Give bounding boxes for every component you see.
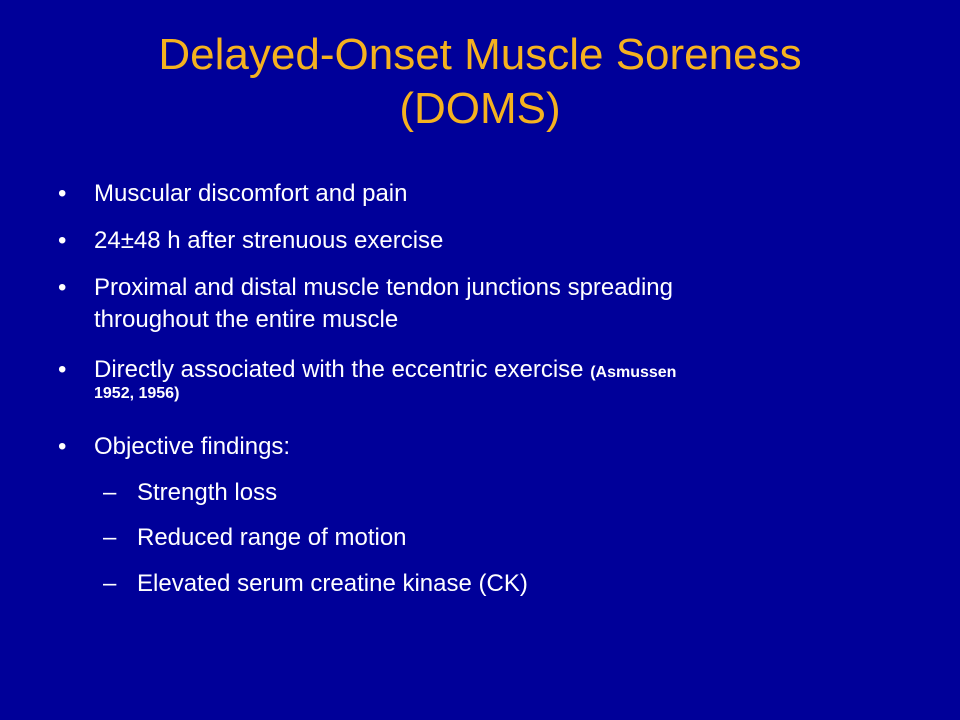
sub-bullet-marker: – (103, 479, 117, 506)
bullet-text (94, 354, 898, 406)
bullet-text-line-2: throughout the entire muscle (94, 306, 399, 333)
bullet-item (58, 225, 898, 257)
sub-bullet-text: Strength loss (137, 479, 278, 506)
sub-bullet-item (103, 522, 863, 554)
bullet-main-text: Directly associated with the eccentric exercise (94, 356, 584, 383)
bullet-item (58, 354, 898, 406)
title-line-1: Delayed-Onset Muscle Soreness (158, 30, 802, 79)
bullet-marker: • (58, 180, 67, 207)
bullet-item (58, 431, 898, 463)
bullet-text: Muscular discomfort and pain (94, 180, 408, 207)
bullet-text: Objective findings: (94, 433, 291, 460)
citation: (Asmussen (590, 364, 677, 381)
bullet-marker: • (58, 274, 67, 301)
bullet-marker: • (58, 433, 67, 460)
sub-bullet-marker: – (103, 524, 117, 551)
bullet-item (58, 272, 898, 336)
sub-bullet-text: Elevated serum creatine kinase (CK) (137, 570, 528, 597)
sub-bullet-item (103, 568, 863, 600)
citation-line-2: 1952, 1956) (94, 385, 180, 402)
sub-bullet-marker: – (103, 570, 117, 597)
bullet-text-line-1: Proximal and distal muscle tendon junctions spreading (94, 274, 673, 301)
bullet-marker: • (58, 356, 67, 383)
sub-bullet-text: Reduced range of motion (137, 524, 407, 551)
bullet-marker: • (58, 227, 67, 254)
title-line-2: (DOMS) (399, 84, 561, 133)
bullet-text (94, 272, 898, 336)
bullet-text: 24±48 h after strenuous exercise (94, 227, 444, 254)
sub-bullet-item (103, 477, 863, 509)
bullet-item (58, 178, 898, 210)
